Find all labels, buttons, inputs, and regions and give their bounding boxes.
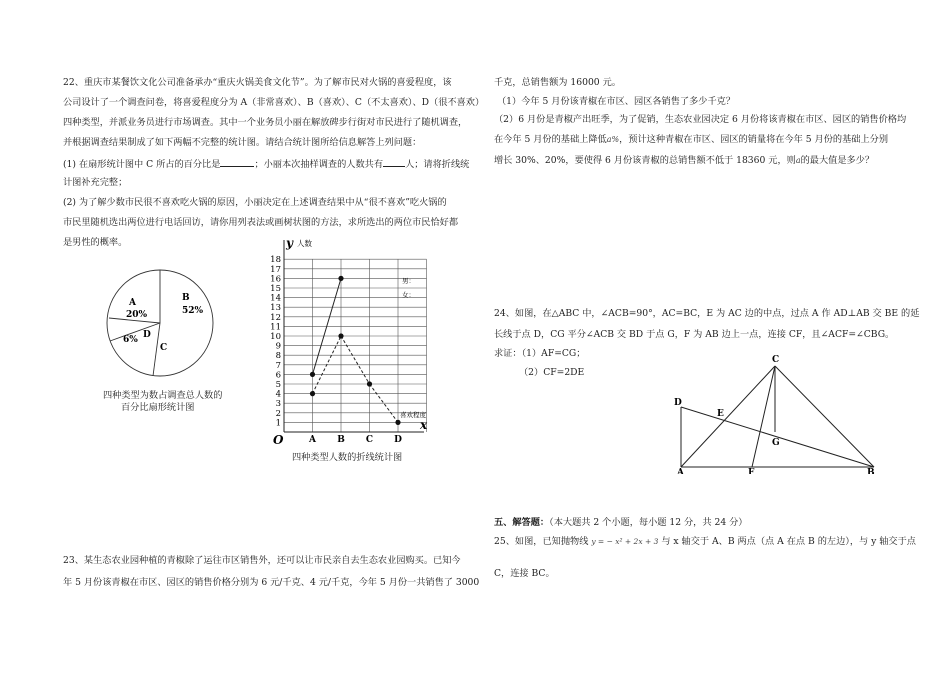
data-point xyxy=(367,381,372,386)
point-b: B xyxy=(867,468,875,474)
q22-sub1-cont: 计图补充完整； xyxy=(63,177,128,188)
segment-ac xyxy=(681,366,775,467)
y-tick-label: 5 xyxy=(275,380,281,390)
q23-line-1: 23、某生态农业园种植的青椒除了运往市区销售外，还可以让市民亲自去生态农业园购买。已知今 xyxy=(63,555,461,566)
q23-sub2-line-2b: ，预计这种青椒在市区、园区的销量将在今年 5 月份的基础上分别 xyxy=(619,134,889,145)
data-point xyxy=(338,276,343,281)
q23-sub2-line-2 xyxy=(494,134,888,146)
point-c: C xyxy=(772,355,780,365)
pie-caption-2: 百分比扇形统计图 xyxy=(121,402,195,413)
point-f: F xyxy=(748,468,755,474)
point-g: G xyxy=(772,438,780,448)
q25-part-a: 25、如图，已知抛物线 xyxy=(494,536,589,547)
x-axis-label: 喜欢程度 xyxy=(400,411,426,419)
line-chart-caption: 四种类型人数的折线统计图 xyxy=(292,452,403,463)
segment-cf xyxy=(752,366,775,467)
x-tick-label: D xyxy=(394,435,402,445)
q22-line-1: 22、重庆市某餐饮文化公司准备承办“重庆火锅美食文化节”。为了解市民对火锅的喜爱程度，该 xyxy=(63,77,452,88)
q23-sub2-line-2a: 在今年 5 月份的基础上降低 xyxy=(494,134,607,145)
y-tick-label: 12 xyxy=(270,312,281,323)
pie-caption-1: 四种类型为数占调查总人数的 xyxy=(103,390,223,401)
q25-line-2: C，连接 BC。 xyxy=(494,568,555,579)
x-tick-label: A xyxy=(309,435,316,445)
pie-pct-d: 6% xyxy=(123,335,138,345)
math-a: a xyxy=(795,156,801,165)
answer-blank-percent[interactable] xyxy=(220,157,254,167)
origin-label: O xyxy=(273,433,284,447)
data-point xyxy=(310,372,315,377)
x-tick-label: B xyxy=(337,435,345,445)
pie-label-c: C xyxy=(160,343,168,353)
data-point xyxy=(338,333,343,338)
y-tick-label: 9 xyxy=(275,341,281,352)
q25-part-b: 与 x 轴交于 A、B 两点（点 A 在点 B 的左边），与 y 轴交于点 xyxy=(661,536,916,547)
q23-cont: 千克，总销售额为 16000 元。 xyxy=(494,77,621,88)
q23-sub2-line-3a: 增长 30%、20%，要使得 6 月份该青椒的总销售额不低于 18360 元，则 xyxy=(494,155,796,166)
q23-sub1: （1）今年 5 月份该青椒在市区、园区各销售了多少千克？ xyxy=(497,96,736,107)
y-axis-letter: y xyxy=(286,236,293,250)
pie-label-d: D xyxy=(143,330,151,340)
y-tick-label: 13 xyxy=(270,303,281,314)
math-parabola: y = − x² + 2x + 3 xyxy=(591,537,659,546)
q22-line-3: 四种类型，并派业务员进行市场调查。其中一个业务员小丽在解放碑步行街对市民进行了随机调查， xyxy=(63,117,468,128)
pie-label-b: B xyxy=(182,293,190,303)
y-tick-label: 6 xyxy=(275,370,281,381)
answer-blank-count[interactable] xyxy=(383,157,405,167)
q25-line-1 xyxy=(494,536,916,548)
y-tick-label: 17 xyxy=(270,264,281,275)
pie-pct-a: 20% xyxy=(126,310,148,320)
q22-sub1-part-a: (1) 在扇形统计图中 C 所占的百分比是 xyxy=(63,159,221,170)
q22-sub2-line-1: (2) 为了解少数市民很不喜欢吃火锅的原因，小丽决定在上述调查结果中从“很不喜欢”吃火锅的 xyxy=(63,197,447,208)
point-d: D xyxy=(674,398,682,408)
y-tick-label: 3 xyxy=(275,399,281,410)
data-point xyxy=(395,420,400,425)
y-tick-label: 10 xyxy=(270,332,281,342)
section5-title: 五、解答题： xyxy=(494,517,550,528)
q23-sub2-line-3b: 的最大值是多少？ xyxy=(800,155,875,166)
y-tick-label: 16 xyxy=(270,274,281,285)
y-tick-label: 7 xyxy=(275,360,281,371)
data-point xyxy=(310,391,315,396)
y-tick-label: 2 xyxy=(275,408,281,419)
geometry-figure xyxy=(668,352,883,474)
chart-grid xyxy=(284,259,427,432)
legend-male: 男： xyxy=(402,277,415,285)
q22-sub2-line-3: 是男性的概率。 xyxy=(63,237,128,248)
y-tick-label: 4 xyxy=(275,389,281,400)
y-tick-label: 1 xyxy=(275,418,281,429)
q24-line-2: 长线于点 D，CG 平分∠ACB 交 BD 于点 G，F 为 AB 边上一点，连接 CF，且∠ACF=∠CBG。 xyxy=(494,329,895,340)
q24-prove-1: 求证：（1）AF=CG； xyxy=(494,348,586,359)
q23-sub2-line-1: （2）6 月份是青椒产出旺季，为了促销，生态农业园决定 6 月份将该青椒在市区、园区的销售价格均 xyxy=(494,114,907,125)
y-tick-label: 15 xyxy=(270,284,281,294)
q22-sub1 xyxy=(63,157,469,171)
section5-heading xyxy=(494,517,747,529)
q22-sub1-part-b: ；小丽本次抽样调查的人数共有 xyxy=(254,159,384,170)
pie-label-a: A xyxy=(129,298,136,308)
q24-prove-2: （2）CF=2DE xyxy=(519,367,585,378)
pie-divider-bc xyxy=(153,323,160,376)
q23-line-2: 年 5 月份该青椒在市区、园区的销售价格分别为 6 元/千克、4 元/千克，今年 5 月份一共销售了 3000 xyxy=(63,577,480,588)
point-a: A xyxy=(677,468,684,474)
q22-sub2-line-2: 市民里随机选出两位进行电话回访，请你用列表法或画树状图的方法，求所选出的两位市民恰好都 xyxy=(63,217,459,228)
y-tick-label: 11 xyxy=(270,322,281,333)
y-axis-label: 人数 xyxy=(297,239,312,248)
legend-female: 女： xyxy=(402,291,415,299)
pie-pct-b: 52% xyxy=(182,306,204,316)
x-tick-label: C xyxy=(365,435,374,445)
point-e: E xyxy=(717,409,724,419)
y-tick-label: 18 xyxy=(270,255,281,266)
line-chart xyxy=(262,232,470,468)
series-segment-1 xyxy=(341,336,370,384)
q22-line-2: 公司设计了一个调查问卷，将喜爱程度分为 A（非常喜欢）、B（喜欢）、C（不太喜欢）、D（很不喜欢） xyxy=(63,97,485,108)
y-tick-label: 14 xyxy=(270,293,281,304)
section5-note: （本大题共 2 个小题，每小题 12 分，共 24 分） xyxy=(549,517,748,528)
math-a-percent: a% xyxy=(606,135,620,144)
q22-sub1-part-c: 人；请将折线统 xyxy=(405,159,470,170)
y-tick-label: 8 xyxy=(275,351,281,362)
q23-sub2-line-3 xyxy=(494,155,874,167)
x-axis-letter: x xyxy=(420,418,428,432)
q24-line-1: 24、如图，在△ABC 中，∠ACB=90°，AC=BC，E 为 AC 边的中点，过点 A 作 AD⊥AB 交 BE 的延 xyxy=(494,308,920,319)
q22-line-4: 并根据调查结果制成了如下两幅不完整的统计图。请结合统计图所给信息解答上列问题： xyxy=(63,137,422,148)
